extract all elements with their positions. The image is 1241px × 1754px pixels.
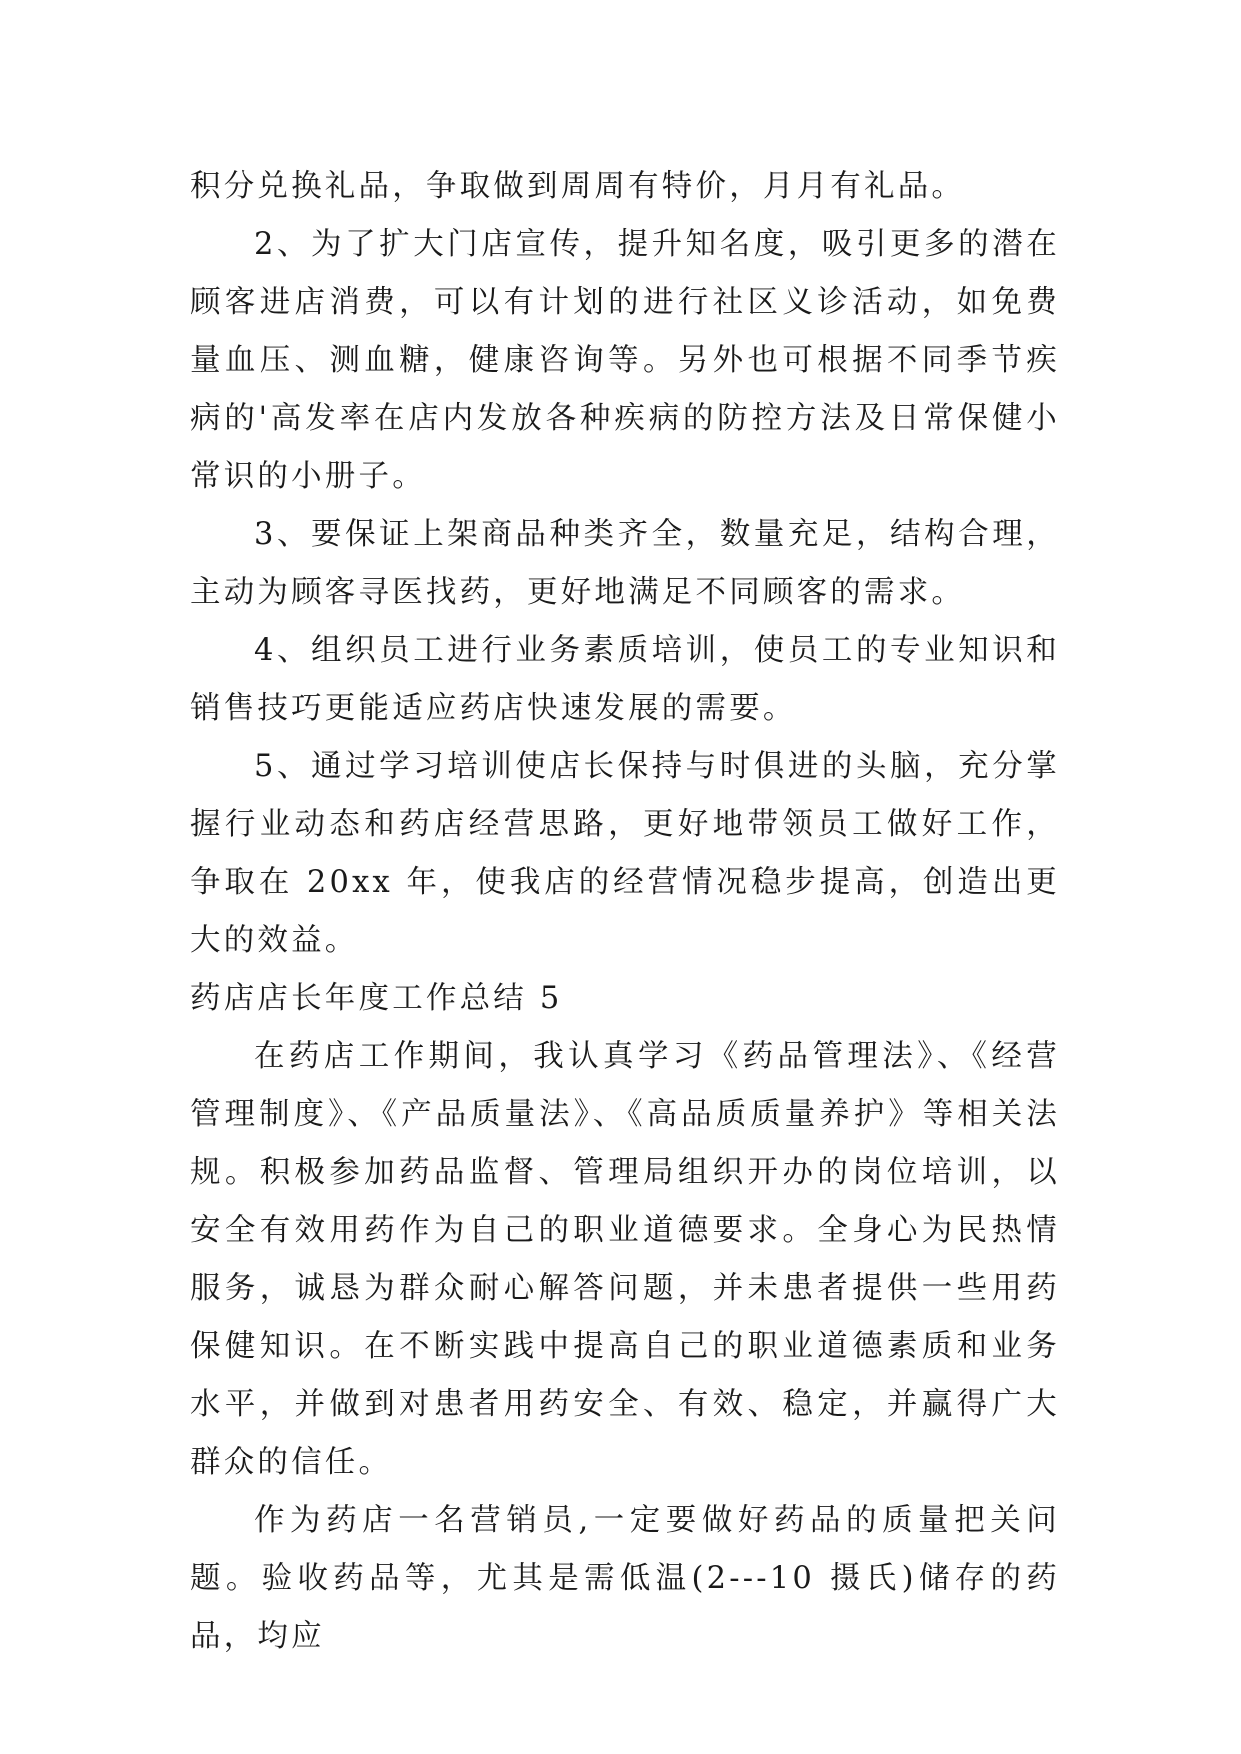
paragraph-3: 3、要保证上架商品种类齐全，数量充足，结构合理，主动为顾客寻医找药，更好地满足不同顾客的需求。 xyxy=(190,517,1060,610)
paragraph-2: 2、为了扩大门店宣传，提升知名度，吸引更多的潜在顾客进店消费，可以有计划的进行社区义诊活动，如免费量血压、测血糖，健康咨询等。另外也可根据不同季节疾病的'高发率在店内发放各种疾病的防控方法及日常保健小常识的小册子。 xyxy=(190,227,1060,494)
document-body xyxy=(190,158,1060,1666)
section-heading: 药店店长年度工作总结 5 xyxy=(190,981,563,1016)
paragraph-7: 作为药店一名营销员,一定要做好药品的质量把关问题。验收药品等，尤其是需低温(2---10 摄氏)储存的药品，均应 xyxy=(190,1503,1060,1654)
paragraph-5: 5、通过学习培训使店长保持与时俱进的头脑，充分掌握行业动态和药店经营思路，更好地带领员工做好工作，争取在 20xx 年，使我店的经营情况稳步提高，创造出更大的效益。 xyxy=(190,749,1060,958)
paragraph-1: 积分兑换礼品，争取做到周周有特价，月月有礼品。 xyxy=(190,169,966,204)
paragraph-6: 在药店工作期间，我认真学习《药品管理法》、《经营管理制度》、《产品质量法》、《高品质质量养护》等相关法规。积极参加药品监督、管理局组织开办的岗位培训，以安全有效用药作为自己的职业道德要求。全身心为民热情服务，诚恳为群众耐心解答问题，并未患者提供一些用药保健知识。在不断实践中提高自己的职业道德素质和业务水平，并做到对患者用药安全、有效、稳定，并赢得广大群众的信任。 xyxy=(190,1039,1060,1480)
paragraph-4: 4、组织员工进行业务素质培训，使员工的专业知识和销售技巧更能适应药店快速发展的需要。 xyxy=(190,633,1060,726)
